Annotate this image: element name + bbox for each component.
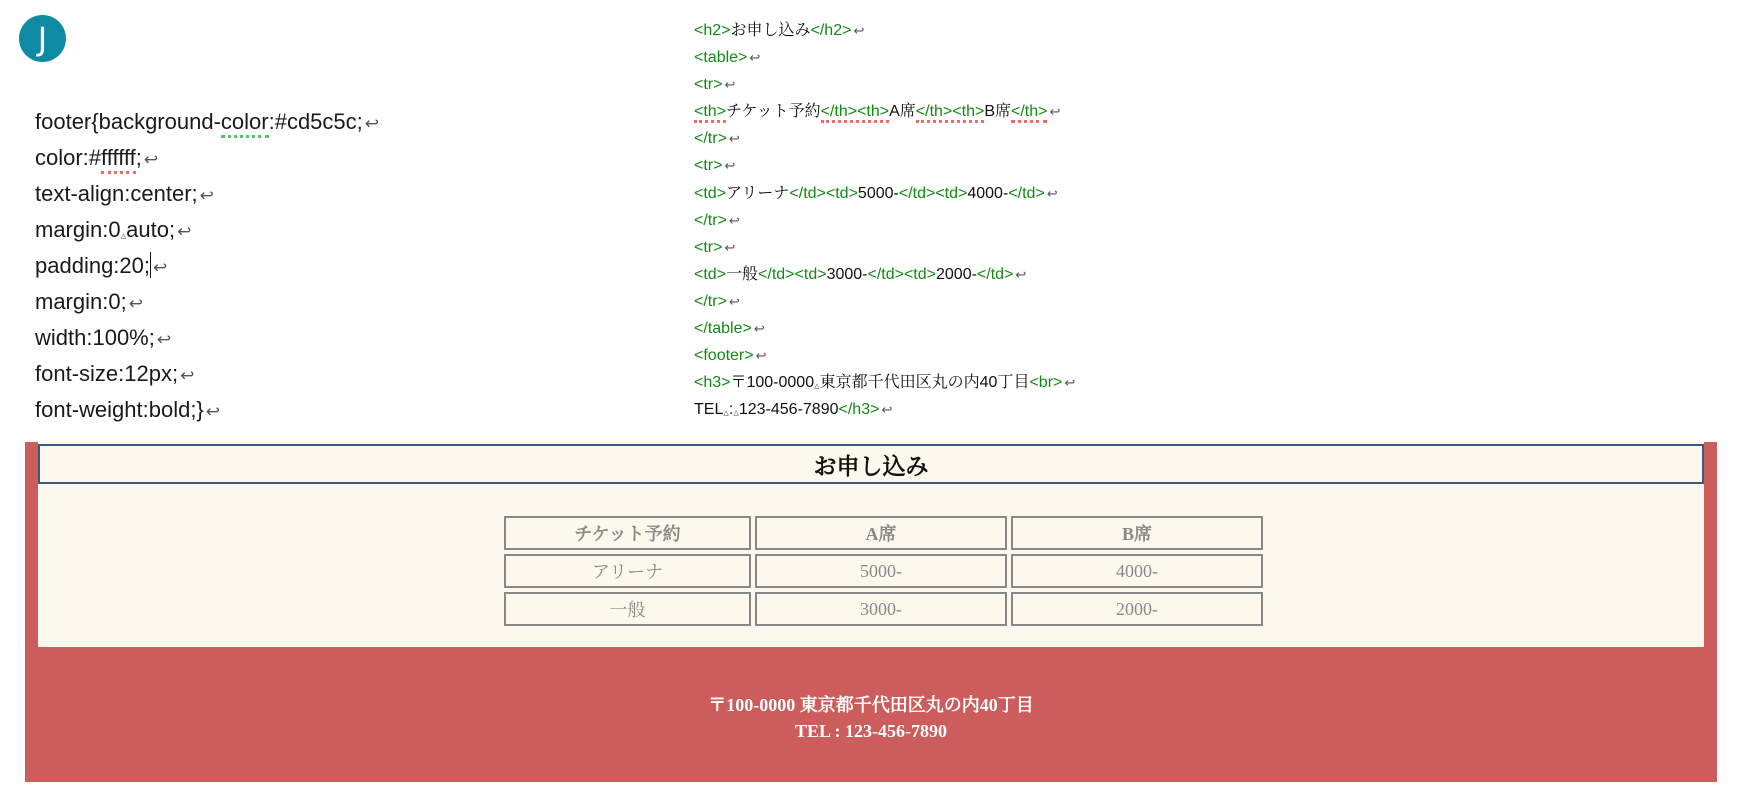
footer-tel: TEL : 123-456-7890 bbox=[794, 721, 947, 741]
html-line-12: </table> ↩ bbox=[694, 320, 765, 338]
css-editor[interactable] bbox=[35, 104, 595, 428]
space-mark-icon: ▵ bbox=[120, 230, 127, 242]
return-mark-icon: ↩ bbox=[1046, 186, 1058, 202]
table-header-row bbox=[504, 516, 1263, 550]
footer-address: 〒100-0000 東京都千代田区丸の内40丁目 bbox=[708, 695, 1034, 715]
return-mark-icon: ↩ bbox=[749, 51, 761, 67]
css-line-8: font-size:12px; ↩ bbox=[35, 361, 195, 386]
table-cell: 5000- bbox=[755, 554, 1007, 588]
html-line-7: <td>アリーナ</td><td>5000-</td><td>4000-</td> ↩ bbox=[694, 184, 1058, 202]
table-cell: 4000- bbox=[1011, 554, 1263, 588]
css-line-4: margin:0▵auto; ↩ bbox=[35, 217, 192, 242]
return-mark-icon: ↩ bbox=[1015, 267, 1027, 283]
css-line-6: margin:0; ↩ bbox=[35, 289, 143, 314]
table-cell: アリーナ bbox=[504, 554, 751, 588]
html-line-4: <th>チケット予約</th><th>A席</th><th>B席</th> ↩ bbox=[694, 98, 1254, 125]
avatar-letter: J bbox=[37, 19, 48, 58]
html-line-5: </tr> ↩ bbox=[694, 130, 740, 148]
html-line-11: </tr> ↩ bbox=[694, 292, 740, 310]
table-cell: 一般 bbox=[504, 592, 751, 626]
return-mark-icon: ↩ bbox=[753, 322, 765, 338]
css-line-7: width:100%; ↩ bbox=[35, 325, 172, 350]
css-line-2: color:#ffffff; ↩ bbox=[35, 140, 595, 176]
html-line-2: <table> ↩ bbox=[694, 49, 761, 67]
return-mark-icon: ↩ bbox=[128, 294, 143, 314]
return-mark-icon: ↩ bbox=[728, 294, 740, 310]
space-mark-icon: ▵ bbox=[733, 407, 739, 420]
html-line-1: <h2>お申し込み</h2> ↩ bbox=[694, 22, 865, 39]
footer-address-block bbox=[25, 692, 1717, 744]
return-mark-icon: ↩ bbox=[177, 222, 192, 242]
css-line-3: text-align:center; ↩ bbox=[35, 181, 214, 206]
table-header: チケット予約 bbox=[504, 516, 751, 550]
html-line-3: <tr> ↩ bbox=[694, 76, 736, 94]
return-mark-icon: ↩ bbox=[881, 403, 893, 419]
return-mark-icon: ↩ bbox=[724, 240, 736, 256]
table-row bbox=[504, 554, 1263, 588]
content-area bbox=[38, 442, 1704, 647]
table-row bbox=[504, 592, 1263, 626]
table-header: B席 bbox=[1011, 516, 1263, 550]
return-mark-icon: ↩ bbox=[728, 213, 740, 229]
table-cell: 3000- bbox=[755, 592, 1007, 626]
return-mark-icon: ↩ bbox=[853, 24, 865, 39]
return-mark-icon: ↩ bbox=[1049, 105, 1061, 121]
return-mark-icon: ↩ bbox=[755, 349, 767, 365]
space-mark-icon: ▵ bbox=[723, 407, 729, 420]
css-line-5: padding:20; ↩ bbox=[35, 253, 168, 278]
css-line-9: font-weight:bold;} ↩ bbox=[35, 397, 221, 422]
return-mark-icon: ↩ bbox=[724, 159, 736, 175]
return-mark-icon: ↩ bbox=[156, 330, 172, 350]
return-mark-icon: ↩ bbox=[1064, 376, 1076, 392]
table-header: A席 bbox=[755, 516, 1007, 550]
table-cell: 2000- bbox=[1011, 592, 1263, 626]
return-mark-icon: ↩ bbox=[180, 366, 195, 386]
footer-preview bbox=[25, 442, 1717, 782]
return-mark-icon: ↩ bbox=[153, 258, 168, 278]
ticket-table bbox=[500, 512, 1267, 630]
html-editor[interactable] bbox=[694, 17, 1254, 423]
html-line-9: <tr> ↩ bbox=[694, 238, 736, 256]
user-avatar[interactable] bbox=[19, 15, 66, 62]
return-mark-icon: ↩ bbox=[364, 114, 380, 134]
html-line-6: <tr> ↩ bbox=[694, 157, 736, 175]
html-line-10: <td>一般</td><td>3000-</td><td>2000-</td> ↩ bbox=[694, 265, 1027, 283]
return-mark-icon: ↩ bbox=[143, 150, 159, 170]
return-mark-icon: ↩ bbox=[199, 186, 214, 206]
page-heading: お申し込み bbox=[38, 444, 1704, 484]
html-line-14: <h3>〒100-0000▵東京都千代田区丸の内40丁目<br> ↩ bbox=[694, 374, 1076, 393]
return-mark-icon: ↩ bbox=[728, 132, 740, 148]
html-line-15: TEL▵:▵123-456-7890</h3> ↩ bbox=[694, 401, 893, 420]
return-mark-icon: ↩ bbox=[205, 402, 221, 422]
space-mark-icon: ▵ bbox=[814, 380, 820, 393]
html-line-8: </tr> ↩ bbox=[694, 211, 740, 229]
return-mark-icon: ↩ bbox=[724, 78, 736, 94]
html-line-13: <footer> ↩ bbox=[694, 347, 767, 365]
text-caret bbox=[150, 252, 151, 278]
css-line-1: footer{background-color:#cd5c5c; ↩ bbox=[35, 104, 595, 140]
